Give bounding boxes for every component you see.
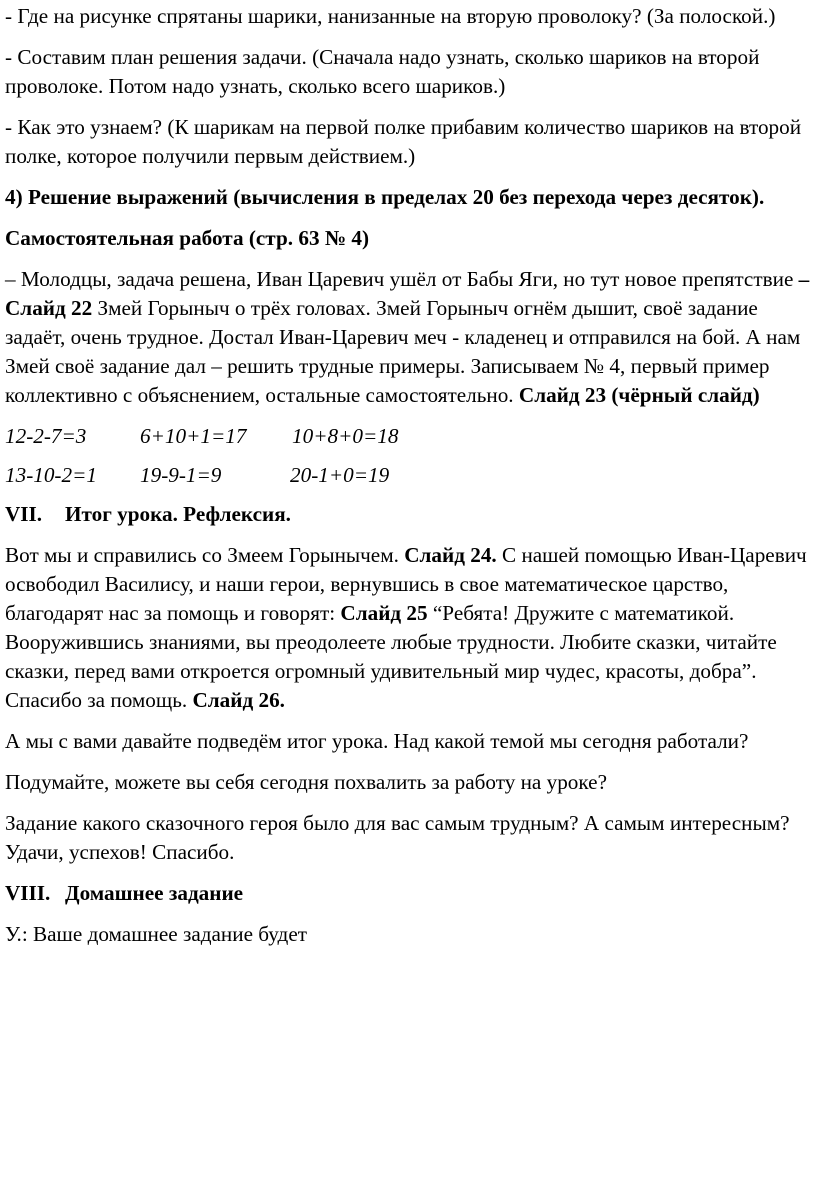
paragraph-question-hidden-balls: - Где на рисунке спрятаны шарики, нанизанные на вторую проволоку? (За полоской.) bbox=[5, 4, 776, 28]
text-run: – Молодцы, задача решена, Иван Царевич ушёл от Бабы Яги, но тут новое препятствие bbox=[5, 267, 799, 291]
slide-26-label: Слайд 26. bbox=[192, 688, 285, 712]
paragraph-self-praise: Подумайте, можете вы себя сегодня похвалить за работу на уроке? bbox=[5, 770, 607, 794]
paragraph-lesson-summary: А мы с вами давайте подведём итог урока. Над какой темой мы сегодня работали? bbox=[5, 729, 749, 753]
heading-independent-work: Самостоятельная работа (стр. 63 № 4) bbox=[5, 226, 370, 250]
section-heading-summary bbox=[5, 500, 810, 529]
section-heading-homework bbox=[5, 879, 810, 908]
equation: 12-2-7=3 bbox=[5, 424, 87, 448]
section-title: Домашнее задание bbox=[65, 881, 244, 905]
equation: 20-1+0=19 bbox=[290, 463, 390, 487]
text-run: С нашей помощью Иван-Царевич освободил Василису, и наши герои, вернувшись в свое математическое царство, благодарят нас за помощь и говорят: bbox=[5, 543, 807, 625]
equation-row-2 bbox=[5, 461, 810, 490]
text-run: Вот мы и справились со Змеем Горынычем. bbox=[5, 543, 405, 567]
equation: 10+8+0=18 bbox=[292, 424, 399, 448]
equation: 6+10+1=17 bbox=[140, 424, 247, 448]
slide-22-label: – Слайд 22 bbox=[5, 267, 810, 320]
paragraph-summary-zmey bbox=[5, 541, 810, 715]
slide-25-label: Слайд 25 bbox=[340, 601, 428, 625]
text-run: Змей Горыныч о трёх головах. Змей Горыныч огнём дышит, своё задание задаёт, очень трудное. Достал Иван-Царевич меч - кладенец и отправился на бой. А нам Змей своё задание дал – решить трудные примеры. Записываем № 4, первый пример коллективно с объяснением, остальные самостоятельно. bbox=[5, 296, 801, 407]
slide-24-label: Слайд 24. bbox=[404, 543, 497, 567]
section-number: VII. bbox=[5, 502, 43, 526]
paragraph-solution-plan: - Составим план решения задачи. (Сначала надо узнать, сколько шариков на второй проволоке. Потом надо узнать, сколько всего шариков.) bbox=[5, 45, 760, 98]
slide-23-label: Слайд 23 (чёрный слайд) bbox=[518, 383, 760, 407]
heading-expressions: 4) Решение выражений (вычисления в пределах 20 без перехода через десяток). bbox=[5, 185, 765, 209]
equation-row-1 bbox=[5, 422, 810, 451]
paragraph-how-to-find: - Как это узнаем? (К шарикам на первой полке прибавим количество шариков на второй полке, которое получили первым действием.) bbox=[5, 115, 802, 168]
paragraph-zmey-gorynych bbox=[5, 265, 810, 410]
equation: 13-10-2=1 bbox=[5, 463, 97, 487]
text-run: “Ребята! Дружите с математикой. Вооружившись знаниями, вы преодолеете любые трудности. Любите сказки, читайте сказки, перед вами откроется огромный удивительный мир чудес, красоты, добра”. Спасибо за помощь. bbox=[5, 601, 777, 712]
equation: 19-9-1=9 bbox=[140, 463, 222, 487]
paragraph-hardest-task: Задание какого сказочного героя было для вас самым трудным? А самым интересным? Удачи, успехов! Спасибо. bbox=[5, 811, 790, 864]
section-number: VIII. bbox=[5, 881, 51, 905]
paragraph-homework: У.: Ваше домашнее задание будет bbox=[5, 922, 307, 946]
section-title: Итог урока. Рефлексия. bbox=[65, 502, 291, 526]
